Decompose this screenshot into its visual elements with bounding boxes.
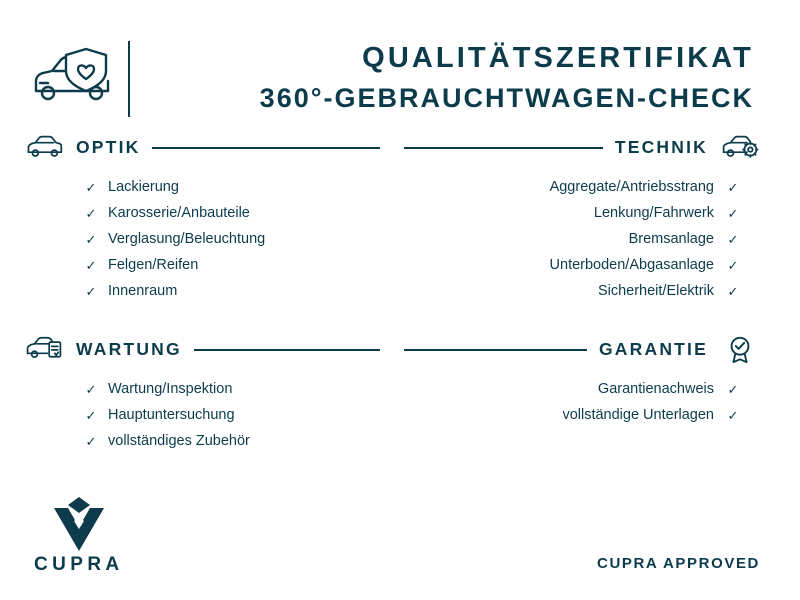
section-label-garantie: GARANTIE	[599, 338, 708, 359]
section-rule-optik	[152, 147, 380, 149]
list-item	[82, 174, 392, 200]
list-item-label: Innenraum	[108, 282, 178, 299]
check-icon: ✓	[85, 433, 97, 449]
check-icon: ✓	[727, 381, 739, 397]
list-item	[82, 402, 392, 428]
check-icon: ✓	[727, 257, 739, 273]
cupra-brand-mark	[34, 495, 124, 574]
section-label-technik: TECHNIK	[614, 136, 708, 157]
list-item-label: vollständige Unterlagen	[562, 406, 714, 423]
section-rule-wartung	[194, 349, 380, 351]
list-item-label: Aggregate/Antriebsstrang	[549, 178, 714, 195]
check-icon: ✓	[727, 283, 739, 299]
warranty-seal-icon	[720, 334, 760, 364]
list-item	[82, 252, 392, 278]
check-icon: ✓	[85, 407, 97, 423]
car-gear-icon	[720, 132, 760, 162]
list-item-label: Lenkung/Fahrwerk	[593, 204, 714, 221]
cupra-logo-icon	[48, 495, 110, 551]
list-item-label: Lackierung	[108, 178, 179, 195]
list-item-label: Garantienachweis	[597, 380, 714, 397]
list-garantie	[392, 376, 760, 454]
section-label-optik: OPTIK	[76, 136, 141, 157]
check-icon: ✓	[85, 179, 97, 195]
list-wartung	[24, 376, 392, 454]
section-header-optik	[24, 132, 392, 162]
header-titles	[152, 42, 760, 115]
list-item-label: Wartung/Inspektion	[108, 380, 233, 397]
check-icon: ✓	[727, 407, 739, 423]
list-item-label: Hauptuntersuchung	[108, 406, 235, 423]
list-item	[392, 226, 742, 252]
check-icon: ✓	[85, 205, 97, 221]
list-technik	[392, 174, 760, 304]
list-item	[82, 226, 392, 252]
list-item-label: Karosserie/Anbauteile	[108, 204, 250, 221]
check-icon: ✓	[727, 179, 739, 195]
check-icon: ✓	[85, 231, 97, 247]
list-item	[392, 252, 742, 278]
certificate-header	[0, 0, 800, 132]
certificate-footer	[0, 495, 800, 574]
list-item-label: Sicherheit/Elektrik	[597, 282, 714, 299]
section-row-optik-technik	[0, 132, 800, 304]
car-with-shield-icon	[24, 42, 120, 116]
list-item	[82, 278, 392, 304]
check-icon: ✓	[85, 283, 97, 299]
section-spacer	[0, 304, 800, 334]
page-title: QUALITÄTSZERTIFIKAT	[362, 42, 754, 75]
section-body-optik-technik	[24, 174, 760, 304]
list-item	[392, 402, 742, 428]
check-icon: ✓	[727, 205, 739, 221]
list-item-label: Bremsanlage	[628, 230, 714, 247]
section-header-wartung	[24, 334, 392, 364]
check-icon: ✓	[85, 257, 97, 273]
section-body-wartung-garantie	[24, 376, 760, 454]
list-item	[392, 376, 742, 402]
section-label-wartung: WARTUNG	[76, 338, 182, 359]
car-front-icon	[24, 132, 64, 162]
list-item	[82, 376, 392, 402]
list-item	[82, 428, 392, 454]
section-rule-technik	[404, 147, 603, 149]
list-item	[392, 278, 742, 304]
check-icon: ✓	[727, 231, 739, 247]
section-header-garantie	[392, 334, 760, 364]
list-item-label: Unterboden/Abgasanlage	[549, 256, 714, 273]
header-divider	[128, 41, 130, 117]
page-subtitle: 360°-GEBRAUCHTWAGEN-CHECK	[259, 82, 754, 113]
list-item-label: vollständiges Zubehör	[108, 432, 250, 449]
section-rule-garantie	[404, 349, 587, 351]
car-document-icon	[24, 334, 64, 364]
list-item	[392, 174, 742, 200]
check-icon: ✓	[85, 381, 97, 397]
cupra-wordmark: CUPRA	[34, 554, 124, 575]
list-item-label: Felgen/Reifen	[108, 256, 199, 273]
list-optik	[24, 174, 392, 304]
cupra-approved-label: CUPRA APPROVED	[597, 555, 760, 572]
list-item-label: Verglasung/Beleuchtung	[108, 230, 266, 247]
section-row-wartung-garantie	[0, 334, 800, 454]
list-item	[82, 200, 392, 226]
section-header-technik	[392, 132, 760, 162]
list-item	[392, 200, 742, 226]
